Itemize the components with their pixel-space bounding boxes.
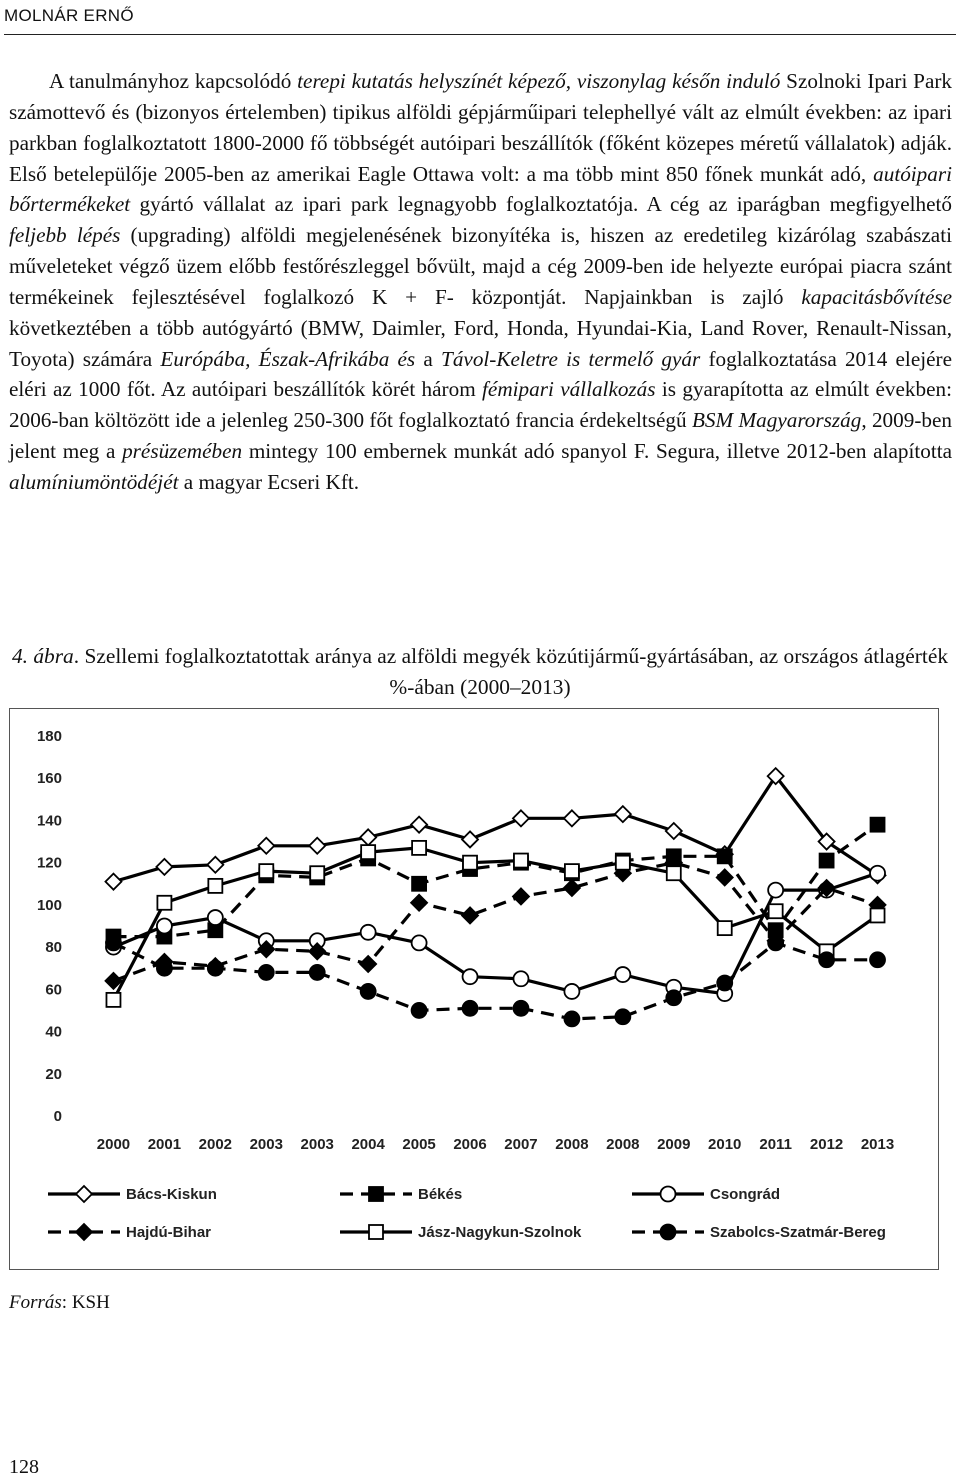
legend-marker: [76, 1186, 92, 1202]
data-point: [564, 984, 579, 999]
data-point: [513, 1001, 528, 1016]
data-point: [361, 845, 375, 859]
data-point: [667, 866, 681, 880]
series-line: [114, 776, 878, 882]
data-point: [463, 969, 478, 984]
body-text-run: foglalkoztatása 2014 elejére eléri az 1000 főt. Az autóipari beszállítók körét három: [9, 346, 952, 402]
data-point: [207, 857, 223, 873]
x-tick-label: 2001: [147, 1136, 182, 1153]
legend-label: Jász-Nagykun-Szolnok: [418, 1224, 582, 1241]
body-text-italic: kapacitásbővítése: [801, 284, 952, 309]
data-point: [412, 877, 426, 891]
line-chart: [10, 709, 940, 1271]
body-paragraph-text: [9, 66, 952, 498]
data-point: [718, 849, 732, 863]
body-text-run: mintegy 100 embernek munkát adó spanyol F. Segura, illetve 2012-ben alapította: [242, 439, 953, 464]
x-tick-label: 2008: [606, 1136, 640, 1153]
data-point: [259, 965, 274, 980]
data-point: [106, 993, 120, 1007]
body-text-run: is gyarapította az elmúlt években: 2006-ban költözött ide a jelenleg 250-300 főt foglalkoztató francia érdekeltségű: [9, 377, 952, 433]
y-tick-label: 160: [36, 770, 62, 788]
legend-marker: [76, 1224, 92, 1240]
x-tick-label: 2012: [809, 1136, 844, 1153]
data-point: [514, 854, 528, 868]
data-point: [718, 921, 732, 935]
legend-marker: [661, 1225, 676, 1240]
data-point: [258, 838, 274, 854]
data-point: [666, 990, 681, 1005]
data-point: [564, 810, 580, 826]
x-tick-label: 2000: [96, 1136, 131, 1153]
data-point: [412, 935, 427, 950]
body-text-run: a: [415, 346, 442, 371]
data-point: [412, 841, 426, 855]
body-text-run: Szolnoki Ipari Park számottevő és (bizonyos értelemben) tipikus alföldi gépjárműipari telephellyé vált az elmúlt években: az ipari parkban foglalkoztatott 1800-2000 fő többségét autóipari beszállítók (főként közepes méretű vállalatok) adják. Első betelepülője 2005-ben az amerikai Eagle Ottawa volt: a ma több mint 850 főnek munkát adó,: [9, 69, 953, 186]
data-point: [820, 854, 834, 868]
body-text-italic: BSM Magyarország: [691, 408, 862, 433]
x-tick-label: 2004: [351, 1136, 385, 1153]
y-tick-label: 140: [36, 812, 62, 830]
body-text-italic: alumíniumöntödéjét: [9, 469, 179, 494]
data-point: [462, 831, 478, 847]
body-text-italic: feljebb lépés: [9, 223, 121, 248]
data-point: [870, 952, 885, 967]
data-point: [412, 1003, 427, 1018]
legend-label: Csongrád: [710, 1186, 781, 1203]
y-tick-label: 100: [36, 896, 62, 914]
x-tick-label: 2007: [504, 1136, 538, 1153]
running-head-author: MOLNÁR ERNŐ: [4, 6, 134, 25]
figure-label: 4. ábra: [11, 644, 74, 668]
data-point: [157, 961, 172, 976]
figure-title: Szellemi foglalkoztatottak aránya az alföldi megyék közútijármű-gyártásában, az országos átlagérték %-ában (2000–2013): [84, 644, 949, 699]
data-point: [819, 952, 834, 967]
data-point: [513, 971, 528, 986]
data-point: [208, 961, 223, 976]
body-text-run: (upgrading) alföldi megjelenésének bizonyítéka is, hiszen az eredetileg kizárólag szabászati műveleteket végző üzem előbb festőrészleggel bővült, majd a cég 2009-ben ide helyezte európai piacra szánt termékeinek fejlesztésével foglalkozó K + F- központját. Napjainkban is zajló: [9, 223, 952, 309]
source-text: : KSH: [61, 1292, 110, 1313]
data-point: [106, 935, 121, 950]
data-point: [310, 965, 325, 980]
data-point: [513, 888, 529, 904]
series-line: [114, 943, 878, 1019]
x-tick-label: 2006: [453, 1136, 487, 1153]
data-point: [310, 866, 324, 880]
y-tick-label: 80: [45, 939, 62, 957]
data-point: [361, 925, 376, 940]
data-point: [360, 956, 376, 972]
legend-label: Bács-Kiskun: [126, 1186, 217, 1203]
legend-marker: [661, 1187, 676, 1202]
data-point: [208, 879, 222, 893]
x-tick-label: 2010: [708, 1136, 742, 1153]
legend-label: Szabolcs-Szatmár-Bereg: [710, 1224, 886, 1241]
data-point: [717, 976, 732, 991]
body-text-run: gyártó vállalat az ipari park legnagyobb foglalkoztatója. A cég az iparágban megfigyelhető: [130, 192, 952, 217]
data-point: [769, 904, 783, 918]
data-point: [871, 818, 885, 832]
data-point: [564, 1011, 579, 1026]
data-point: [463, 856, 477, 870]
data-point: [615, 806, 631, 822]
y-tick-label: 20: [45, 1065, 62, 1083]
data-point: [360, 829, 376, 845]
data-point: [564, 880, 580, 896]
y-tick-label: 40: [45, 1023, 62, 1041]
x-tick-label: 2005: [402, 1136, 436, 1153]
page-number: 128: [9, 1456, 39, 1478]
source-label: Forrás: [9, 1292, 62, 1313]
data-point: [615, 967, 630, 982]
y-tick-label: 60: [45, 981, 62, 999]
data-point: [105, 874, 121, 890]
data-point: [768, 935, 783, 950]
x-tick-label: 2002: [198, 1136, 233, 1153]
figure-source: [9, 1292, 110, 1314]
body-text-run: következtében a több autógyártó (BMW, Daimler, Ford, Honda, Hyundai-Kia, Land Rover, Renault-Nissan, Toyota) számára: [9, 315, 952, 371]
data-point: [462, 907, 478, 923]
y-tick-label: 180: [36, 728, 62, 745]
body-text-italic: présüzemében: [122, 439, 243, 464]
data-point: [208, 910, 223, 925]
data-point: [616, 856, 630, 870]
data-point: [157, 919, 172, 934]
data-point: [768, 883, 783, 898]
body-text-italic: terepi kutatás helyszínét képező, viszonylag későn induló: [297, 69, 781, 93]
data-point: [717, 869, 733, 885]
data-point: [463, 1001, 478, 1016]
x-tick-label: 2011: [759, 1136, 792, 1153]
data-point: [871, 908, 885, 922]
data-point: [259, 864, 273, 878]
x-tick-label: 2003: [300, 1136, 334, 1153]
data-point: [666, 823, 682, 839]
data-point: [565, 864, 579, 878]
body-text-run: A tanulmányhoz kapcsolódó: [49, 69, 298, 93]
data-point: [411, 895, 427, 911]
x-tick-label: 2009: [657, 1136, 691, 1153]
body-text-italic: autóipari bőrtermékeket: [9, 161, 952, 217]
x-tick-label: 2003: [249, 1136, 283, 1153]
data-point: [361, 984, 376, 999]
body-text-italic: Európába, Észak-Afrikába és: [160, 346, 416, 371]
data-point: [615, 1009, 630, 1024]
data-point: [513, 810, 529, 826]
body-text-run: , 2009-ben jelent meg a: [9, 408, 952, 464]
legend-label: Békés: [418, 1186, 463, 1203]
y-tick-label: 120: [36, 854, 62, 872]
x-tick-label: 2013: [860, 1136, 895, 1153]
body-text-run: a magyar Ecseri Kft.: [178, 469, 360, 494]
legend-marker: [369, 1225, 383, 1239]
body-paragraph: [9, 66, 952, 498]
running-head: [4, 4, 956, 35]
chart-frame: [9, 708, 939, 1270]
x-tick-label: 2008: [555, 1136, 589, 1153]
figure-caption: 4. ábra. Szellemi foglalkoztatottak aránya az alföldi megyék közútijármű-gyártásában, az országos átlagérték %-ában (2000–2013): [11, 644, 949, 699]
data-point: [870, 866, 885, 881]
data-point: [156, 859, 172, 875]
y-tick-label: 0: [53, 1108, 62, 1125]
data-point: [157, 896, 171, 910]
body-text-italic: Távol-Keletre is termelő gyár: [441, 346, 701, 371]
body-text-italic: fémipari vállalkozás: [482, 377, 656, 402]
data-point: [411, 817, 427, 833]
series-line: [114, 873, 878, 993]
data-point: [309, 838, 325, 854]
legend-marker: [369, 1187, 383, 1201]
legend-label: Hajdú-Bihar: [126, 1224, 212, 1241]
